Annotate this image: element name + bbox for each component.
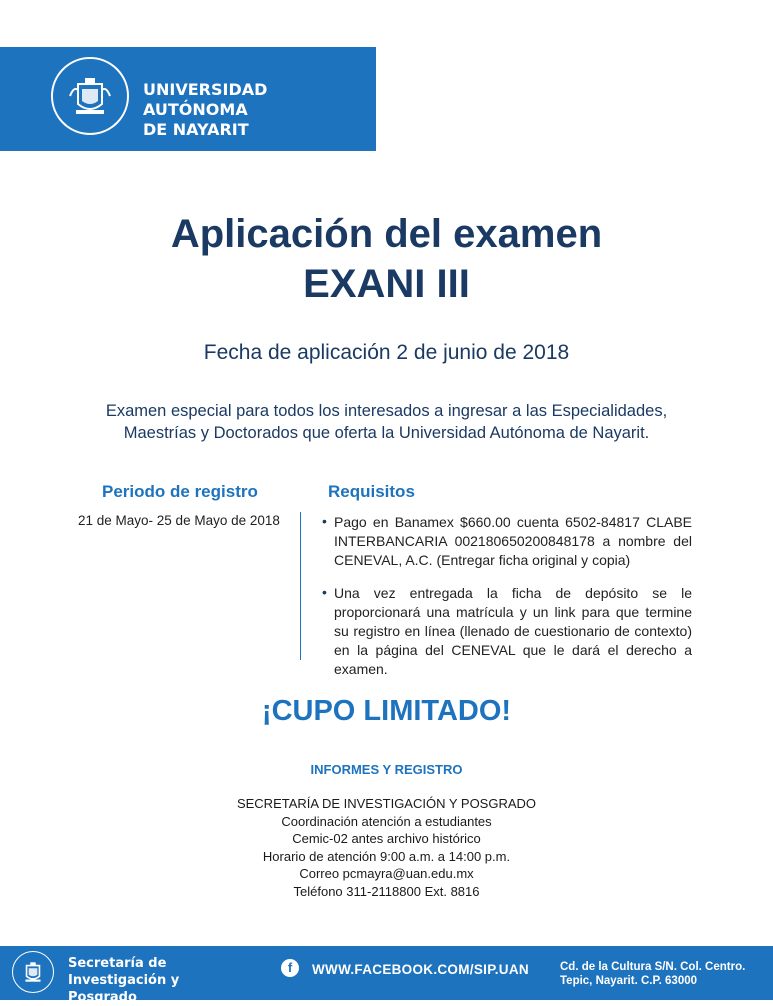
cupo-limitado-banner: ¡CUPO LIMITADO! [261,695,512,727]
list-item [320,513,692,570]
requisito-text: Pago en Banamex $660.00 cuenta 6502-84817 CLABE INTERBANCARIA 002180650200848178 a nombre del CENEVAL, A.C. (Entregar ficha original y copia) [334,514,692,568]
address-line2: Tepic, Nayarit. C.P. 63000 [560,975,698,987]
requisitos-list [320,513,692,693]
contact-block [0,795,773,900]
periodo-heading: Periodo de registro [102,482,258,501]
page-title-line1: Aplicación del examen [170,212,603,256]
university-name-line1: UNIVERSIDAD AUTÓNOMA [143,80,268,119]
contact-line-correo[interactable]: Correo pcmayra@uan.edu.mx [299,866,474,881]
contact-line-ubicacion: Cemic-02 antes archivo histórico [292,831,481,846]
informes-heading: INFORMES Y REGISTRO [310,762,463,777]
facebook-link[interactable]: WWW.FACEBOOK.COM/SIP.UAN [312,962,529,977]
requisito-text: Una vez entregada la ficha de depósito se le proporcionará una matrícula y un link para que termine su registro en línea (llenado de cuestionario de contexto) en la página del CENEVAL que le dará el derecho a examen. [334,585,692,677]
periodo-dates: 21 de Mayo- 25 de Mayo de 2018 [78,513,280,528]
page-title-line2: EXANI III [303,262,470,306]
column-divider [300,512,301,660]
footer-address [560,960,765,988]
university-name [143,80,376,140]
footer-secretaria-name [68,955,268,1006]
intro-line2: Maestrías y Doctorados que oferta la Universidad Autónoma de Nayarit. [123,424,650,442]
intro-paragraph [60,400,713,444]
contact-line-secretaria: SECRETARÍA DE INVESTIGACIÓN Y POSGRADO [236,796,537,811]
footer-name-line1: Secretaría de Investigación y [68,956,180,988]
footer-seal-icon [12,951,54,993]
contact-line-horario: Horario de atención 9:00 a.m. a 14:00 p.m. [262,848,511,864]
header-band [0,47,376,151]
intro-line1: Examen especial para todos los interesados a ingresar a las Especialidades, [105,402,668,420]
university-name-line2: DE NAYARIT [143,120,249,139]
contact-line-telefono: Teléfono 311-2118800 Ext. 8816 [293,883,480,899]
requisitos-heading: Requisitos [328,482,415,501]
list-item [320,584,692,679]
footer-band [0,946,773,1005]
footer-name-line2: Posgrado [68,990,137,1005]
address-line1: Cd. de la Cultura S/N. Col. Centro. [560,961,746,973]
facebook-icon: f [281,959,299,977]
exam-date: Fecha de aplicación 2 de junio de 2018 [203,341,570,364]
university-seal-icon [51,57,129,135]
bullet-icon: • [322,513,327,529]
bullet-icon: • [322,584,327,600]
contact-line-coordinacion: Coordinación atención a estudiantes [281,813,492,829]
